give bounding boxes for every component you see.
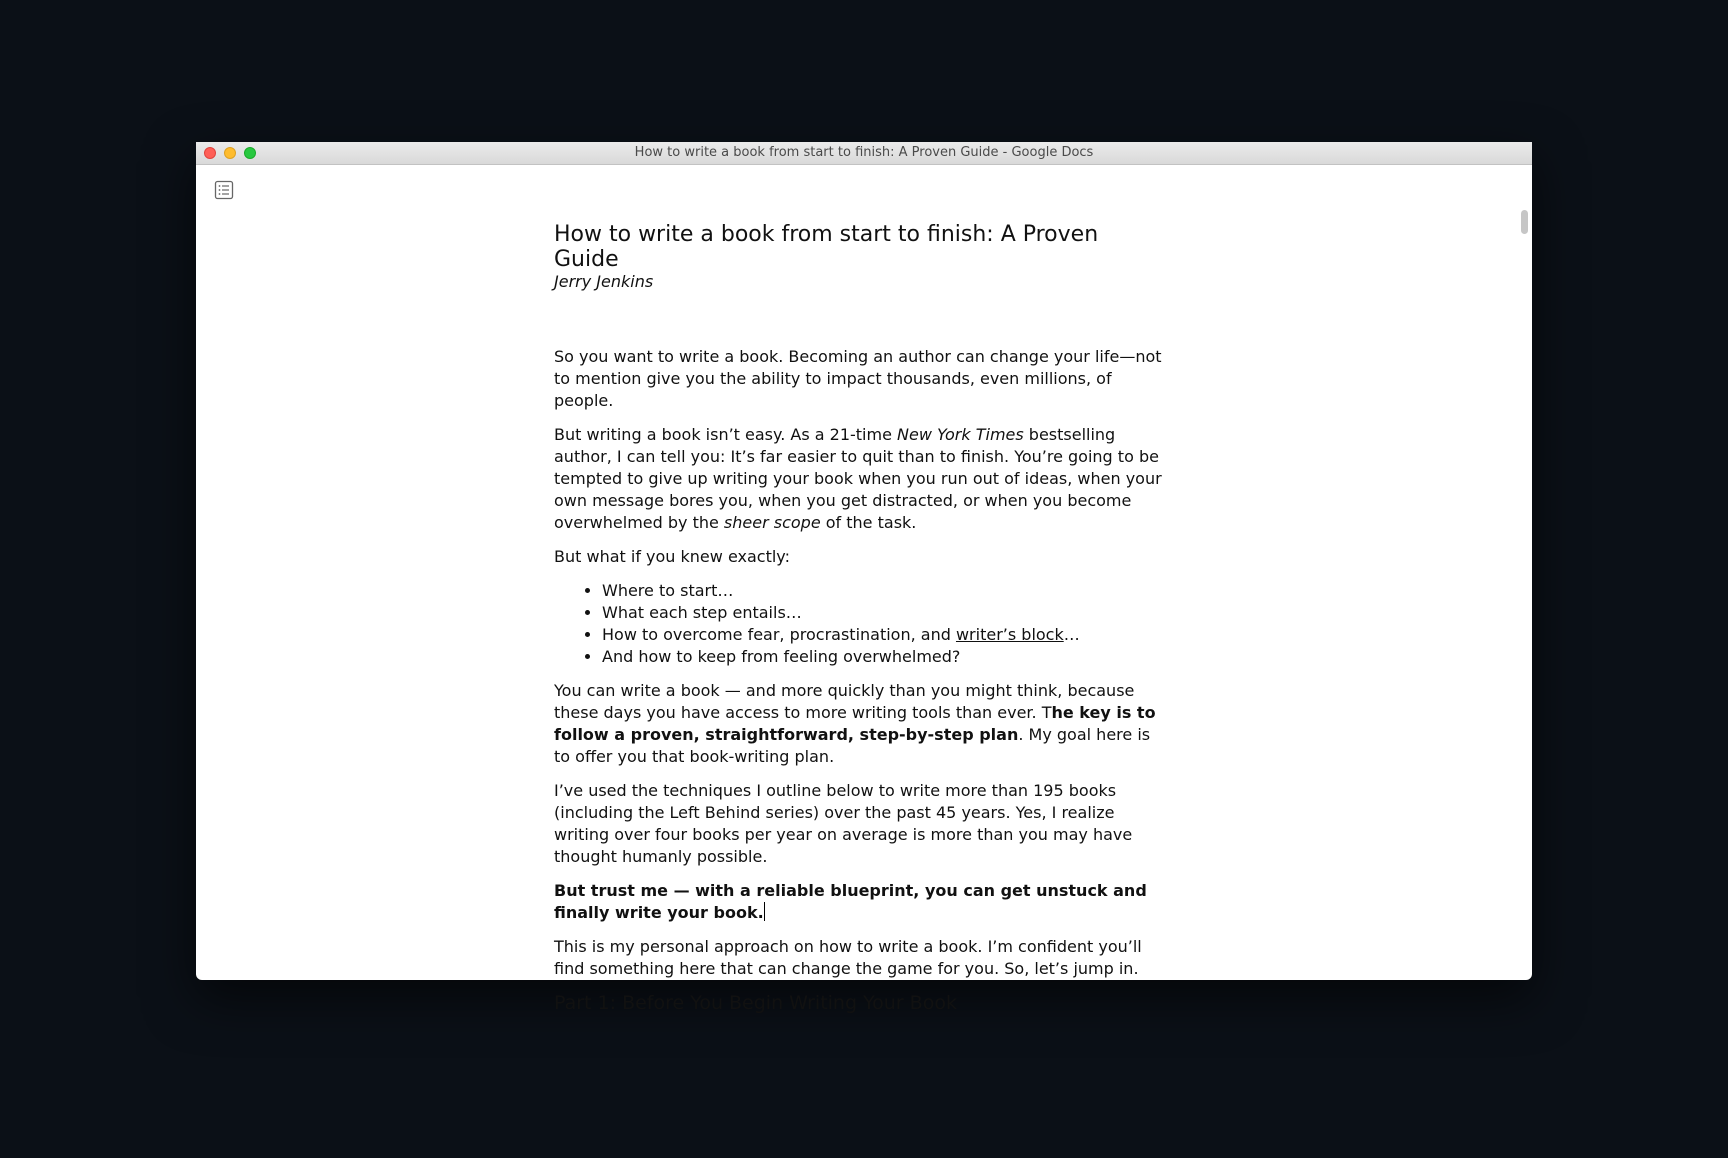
title-bar[interactable] bbox=[196, 142, 1532, 165]
list-item-text: … bbox=[1063, 625, 1080, 644]
paragraph-6-bold: But trust me — with a reliable blueprint, you can get unstuck and finally write your book. bbox=[554, 881, 1147, 922]
app-window bbox=[196, 142, 1532, 1014]
paragraph-1: So you want to write a book. Becoming an author can change your life—not to mention give you the ability to impact thousands, even millions, of people. bbox=[554, 347, 1162, 410]
paragraph-2 bbox=[554, 424, 1164, 534]
list-item: • What each step entails… bbox=[602, 602, 1164, 624]
writers-block-link[interactable]: writer’s block bbox=[955, 625, 1064, 644]
document-title: How to write a book from start to finish: A Proven Guide bbox=[554, 222, 1099, 272]
paragraph-4-bold: he key is to follow a proven, straightforward, step-by-step plan bbox=[554, 703, 1156, 744]
paragraph-2-text-e: of the task. bbox=[820, 513, 917, 532]
paragraph-5: I’ve used the techniques I outline below to write more than 195 books (including the Left Behind series) over the past 45 years. Yes, I realize writing over four books per year on average is more than you may have thought humanly possible. bbox=[554, 781, 1133, 866]
paragraph-6 bbox=[554, 880, 1164, 924]
window-title: How to write a book from start to finish: A Proven Guide - Google Docs bbox=[634, 145, 1094, 160]
paragraph-7: This is my personal approach on how to write a book. I’m confident you’ll find something here that can change the game for you. So, let’s jump in. bbox=[554, 937, 1142, 978]
document-page[interactable] bbox=[554, 164, 1164, 1014]
paragraph-4 bbox=[554, 680, 1164, 768]
paragraph-2-text-a: But writing a book isn’t easy. As a 21-time bbox=[554, 425, 897, 444]
paragraph-3: But what if you knew exactly: bbox=[554, 547, 790, 566]
paragraph-2-italic-scope: sheer scope bbox=[723, 513, 821, 532]
bullet-list bbox=[554, 580, 1164, 668]
paragraph-4-text-c: . My goal here is to offer you that book-writing plan. bbox=[554, 725, 1151, 766]
document-body[interactable] bbox=[554, 346, 1164, 1014]
list-item: • Where to start… bbox=[602, 580, 1164, 602]
paragraph-2-text-c: bestselling author, I can tell you: It’s far easier to quit than to finish. You’re going to be tempted to give up writing your book when you run out of ideas, when your own message bores you, when you get distracted, or when you become overwhelmed by the bbox=[554, 425, 1162, 532]
list-item: • And how to keep from feeling overwhelmed? bbox=[602, 646, 1164, 668]
paragraph-2-italic-nyt: New York Times bbox=[897, 425, 1024, 444]
vertical-scrollbar[interactable] bbox=[1521, 210, 1528, 234]
part-1-heading: Part 1: Before You Begin Writing Your Book bbox=[554, 992, 957, 1014]
document-outline-icon[interactable] bbox=[214, 180, 234, 200]
list-item bbox=[602, 624, 1164, 646]
text-cursor bbox=[764, 902, 766, 921]
paragraph-4-text-a: You can write a book — and more quickly than you might think, because these days you have access to more writing tools than ever. T bbox=[554, 681, 1135, 722]
list-item-text: How to overcome fear, procrastination, and bbox=[602, 625, 956, 644]
document-author: Jerry Jenkins bbox=[554, 272, 654, 291]
